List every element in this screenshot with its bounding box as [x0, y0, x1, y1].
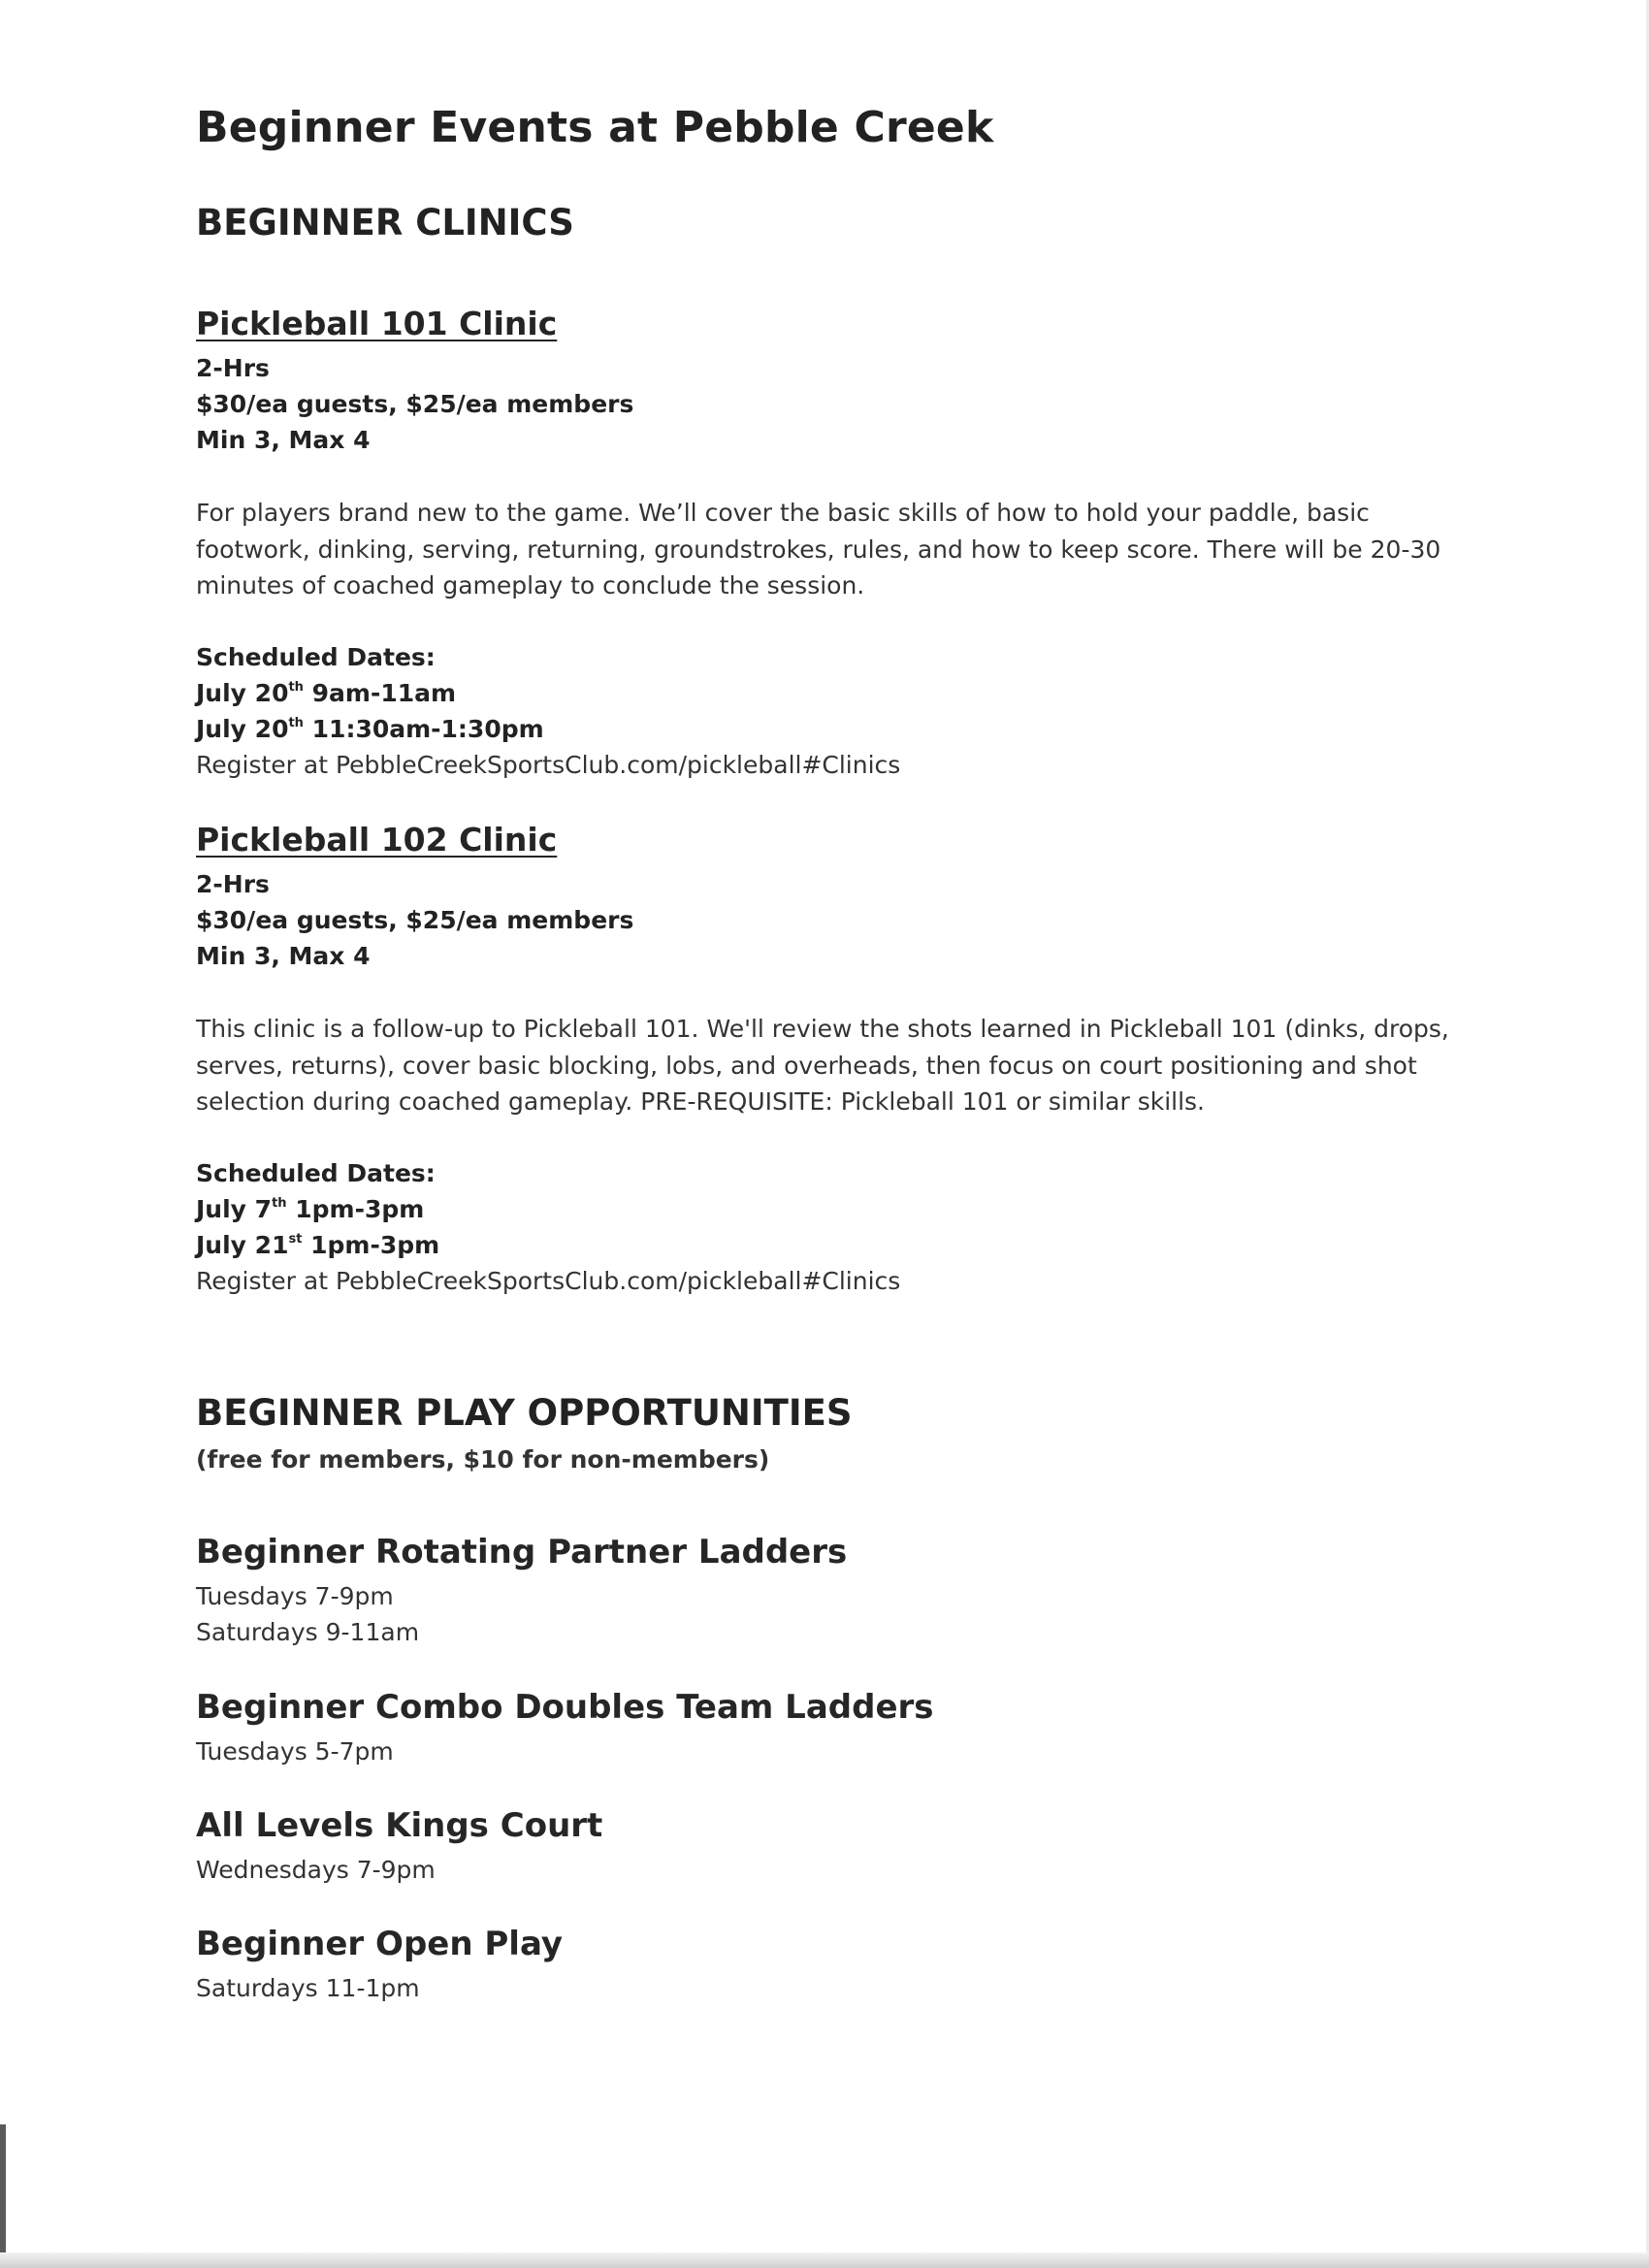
event-title-combo-doubles: Beginner Combo Doubles Team Ladders	[196, 1688, 934, 1727]
clinic-101-duration: 2-Hrs	[196, 354, 270, 382]
event-title-rotating-partner: Beginner Rotating Partner Ladders	[196, 1533, 848, 1571]
clinic-102-register-link[interactable]: Register at PebbleCreekSportsClub.com/pickleball#Clinics	[196, 1267, 901, 1295]
clinic-101-schedule	[196, 639, 900, 783]
event-times-open-play	[196, 1970, 420, 2006]
clinic-101-price: $30/ea guests, $25/ea members	[196, 390, 634, 418]
clinic-102-date-1: July 7th 1pm-3pm	[196, 1195, 425, 1223]
play-section-pricing: (free for members, $10 for non-members)	[196, 1445, 770, 1474]
section-heading-play: BEGINNER PLAY OPPORTUNITIES	[196, 1392, 853, 1434]
event-times-combo-doubles	[196, 1733, 394, 1769]
clinic-101-details	[196, 350, 633, 458]
event-time: Tuesdays 5-7pm	[196, 1737, 394, 1766]
clinic-102-description: This clinic is a follow-up to Pickleball 101. We'll review the shots learned in Pickleball 101 (dinks, drops, serves, returns), cover basic blocking, lobs, and overheads, then focus on court positioning and shot selection during coached gameplay. PRE-REQUISITE: Pickleball 101 or similar skills.	[196, 1015, 1449, 1116]
event-times-rotating-partner	[196, 1578, 419, 1650]
clinic-101-date-2: July 20th 11:30am-1:30pm	[196, 715, 544, 743]
clinic-102-date-2: July 21st 1pm-3pm	[196, 1231, 440, 1259]
clinic-101-title: Pickleball 101 Clinic	[196, 305, 558, 342]
clinic-102-price: $30/ea guests, $25/ea members	[196, 906, 634, 934]
page-title: Beginner Events at Pebble Creek	[196, 103, 994, 152]
event-time: Wednesdays 7-9pm	[196, 1856, 436, 1884]
scan-edge-bottom	[0, 2252, 1649, 2268]
clinic-101-date-1: July 20th 9am-11am	[196, 679, 457, 707]
event-title-open-play: Beginner Open Play	[196, 1925, 564, 1963]
clinic-102-schedule-label: Scheduled Dates:	[196, 1159, 436, 1187]
event-title-kings-court: All Levels Kings Court	[196, 1806, 603, 1845]
clinic-101-description: For players brand new to the game. We’ll cover the basic skills of how to hold your paddle, basic footwork, dinking, serving, returning, groundstrokes, rules, and how to keep score. There will be 20-30 minutes of coached gameplay to conclude the session.	[196, 499, 1441, 599]
clinic-102-details	[196, 866, 633, 974]
section-heading-clinics: BEGINNER CLINICS	[196, 202, 574, 243]
clinic-102-title: Pickleball 102 Clinic	[196, 821, 558, 859]
event-time: Tuesdays 7-9pm	[196, 1582, 394, 1610]
clinic-101-schedule-label: Scheduled Dates:	[196, 643, 436, 671]
event-time: Saturdays 9-11am	[196, 1618, 420, 1646]
clinic-101-register-link[interactable]: Register at PebbleCreekSportsClub.com/pickleball#Clinics	[196, 751, 901, 779]
scan-edge-left	[0, 2124, 6, 2268]
clinic-101-capacity: Min 3, Max 4	[196, 426, 371, 454]
clinic-102-duration: 2-Hrs	[196, 870, 270, 898]
event-times-kings-court	[196, 1852, 436, 1888]
event-time: Saturdays 11-1pm	[196, 1974, 420, 2002]
clinic-102-capacity: Min 3, Max 4	[196, 942, 371, 970]
clinic-102-schedule	[196, 1155, 900, 1299]
